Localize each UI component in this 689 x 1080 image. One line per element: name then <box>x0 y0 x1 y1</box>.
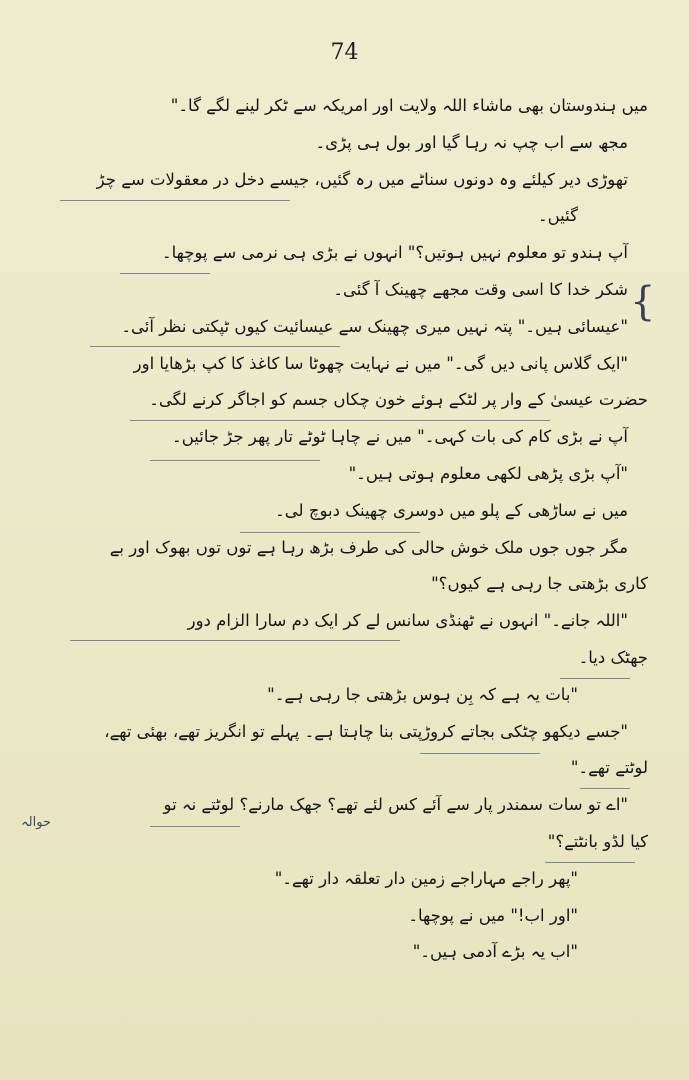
text-line: "آپ بڑی پڑھی لکھی معلوم ہوتی ہیں۔" <box>348 463 628 483</box>
text-line: لوٹتے تھے۔" <box>570 758 648 778</box>
underline-mark <box>60 200 290 201</box>
text-line: کیا لڈو بانٹتے؟" <box>547 831 648 851</box>
text-line: تھوڑی دیر کیلئے وہ دونوں سناٹے میں رہ گئیں، جیسے دخل در معقولات سے چڑ <box>96 169 628 189</box>
margin-brace-mark: { <box>630 279 656 325</box>
text-line: "اب یہ بڑے آدمی ہیں۔" <box>412 942 578 962</box>
text-line: مگر جوں جوں ملک خوش حالی کی طرف بڑھ رہا ہے توں توں بھوک اور بے <box>109 537 628 557</box>
text-line: حضرت عیسیٰ کے وار پر لٹکے ہوئے خون چکاں جسم کو اجاگر کرنے لگی۔ <box>149 390 648 410</box>
underline-mark <box>90 346 340 347</box>
page-number: 74 <box>330 40 359 65</box>
underline-mark <box>580 788 630 789</box>
text-line: "بات یہ ہے کہ بِن ہوس بڑھتی جا رہی ہے۔" <box>267 684 578 704</box>
underline-mark <box>560 678 630 679</box>
underline-mark <box>545 862 635 863</box>
text-line: "پھر راجے مہاراجے زمین دار تعلقہ دار تھے۔" <box>274 868 578 888</box>
text-line: "جسے دیکھو چٹکی بجاتے کروڑپتی بنا چاہتا ہے۔ پہلے تو انگریز تھے، بھئی تھے، <box>104 721 628 741</box>
underline-mark <box>240 532 420 533</box>
urdu-text-body <box>58 88 656 971</box>
text-line: "عیسائی ہیں۔" پتہ نہیں میری چھینک سے عیسائیت کیوں ٹپکتی نظر آئی۔ <box>121 316 628 336</box>
underline-mark <box>150 826 240 827</box>
underline-mark <box>150 460 320 461</box>
text-line: مجھ سے اب چپ نہ رہا گیا اور بول ہی پڑی۔ <box>315 132 628 152</box>
underline-mark <box>420 753 540 754</box>
text-line: "اور اب!" میں نے پوچھا۔ <box>408 905 578 925</box>
text-line: آپ نے بڑی کام کی بات کہی۔" میں نے چاہا ٹوٹے تار پھر جڑ جائیں۔ <box>172 427 628 447</box>
text-line: "اے تو سات سمندر پار سے آئے کس لئے تھے؟ جھک مارنے؟ لوٹتے نہ تو <box>163 795 628 815</box>
text-line: "ایک گلاس پانی دیں گی۔" میں نے نہایت چھوٹا سا کاغذ کا کپ بڑھایا اور <box>133 353 628 373</box>
underline-mark <box>130 420 550 421</box>
text-line: میں نے ساڑھی کے پلو میں دوسری چھینک دبوچ لی۔ <box>275 500 628 520</box>
underline-mark <box>70 640 400 641</box>
text-line: گئیں۔ <box>537 206 578 226</box>
text-line: میں ہندوستان بھی ماشاء اللہ ولایت اور امریکہ سے ٹکر لینے لگے گا۔" <box>170 96 648 115</box>
text-line: شکر خدا کا اسی وقت مجھے چھینک آ گئی۔ <box>333 279 628 299</box>
handwritten-margin-note: حوالہ <box>21 815 51 830</box>
text-line: "اللہ جانے۔" انہوں نے ٹھنڈی سانس لے کر ایک دم سارا الزام دور <box>187 611 628 631</box>
text-line: جھٹک دیا۔ <box>578 647 648 667</box>
text-line: آپ ہندو تو معلوم نہیں ہوتیں؟" انہوں نے بڑی ہی نرمی سے پوچھا۔ <box>161 243 628 263</box>
text-line: کاری بڑھتی جا رہی ہے کیوں؟" <box>431 574 648 594</box>
underline-mark <box>120 273 210 274</box>
